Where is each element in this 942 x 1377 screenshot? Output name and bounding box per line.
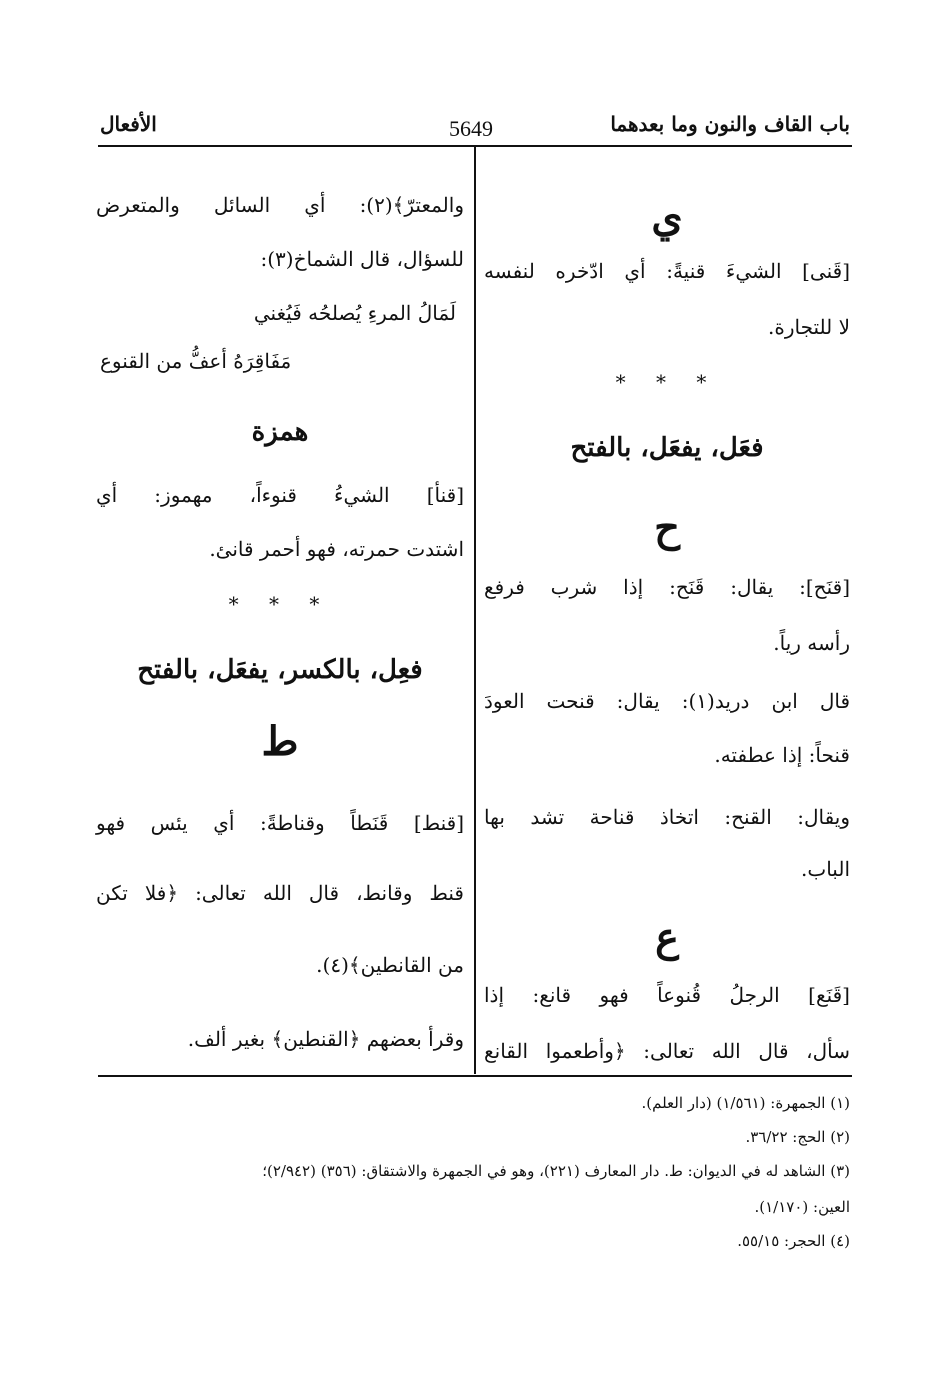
running-header-chapter: باب القاف والنون وما بعدهما [610,112,850,136]
letter-heading-ta: ط [261,718,299,765]
section-separator-stars-2: * * * [228,592,332,616]
footnote-3: (٣) الشاهد له في الديوان: ط. دار المعارف (٢٢١)، وهو في الجمهرة والاشتقاق: (٣٥٦) (٢/٩٤٢)؛ [262,1162,850,1180]
section-title-fatha: فعَل، يفعَل، بالفتح [570,433,764,463]
letter-heading-ain: ع [655,914,679,961]
footnote-1: (١) الجمهرة: (١/٥٦١) (دار العلم). [641,1094,850,1112]
running-header-section: الأفعال [100,112,157,136]
entry-qana-line2: لا للتجارة. [767,315,850,339]
entry-qanah-line2: رأسه رياً. [773,631,850,655]
section-title-kasra: فعِل، بالكسر، يفعَل، بالفتح [137,655,423,685]
entry-duraid-line2: قنحاً: إذا عطفته. [714,743,850,767]
verse-line2: مَفَاقِرَهُ أعفُّ من القنوع [100,349,292,373]
body-bottom-rule [98,1075,852,1077]
letter-heading-ha: ح [654,504,680,551]
page-number: 5649 [449,116,493,141]
footnote-2: (٢) الحج: ٣٦/٢٢. [745,1128,850,1146]
entry-qana-line1: [قَنى] الشيءَ قنيةً: أي ادّخره لنفسه [484,259,850,283]
section-separator-stars: * * * [615,370,719,394]
entry-mutarr-line2: للسؤال، قال الشماخ(٣): [260,247,464,271]
entry-mutarr-line1: والمعترّ﴾(٢): أي السائل والمتعرض [96,193,464,217]
verse-line1: لَمَالُ المرءِ يُصلحُه فَيُغني [253,301,456,325]
entry-qanah-line1: [قنَح]: يقال: قَنَح: إذا شرب فرفع [484,575,850,599]
entry-qara-line1: وقرأ بعضهم ﴿القنطين﴾ بغير ألف. [187,1027,464,1051]
entry-qanaa-line2: سأل، قال الله تعالى: ﴿وأطعموا القانع [484,1039,850,1063]
subsection-title-hamza: همزة [251,417,309,447]
entry-qanat-line2: قنط وقانط، قال الله تعالى: ﴿فلا تكن [96,881,464,905]
entry-yuqal-line1: ويقال: القنح: اتخاذ قناحة تشد بها [484,805,850,829]
footnote-4: (٤) الحجر: ٥٥/١٥. [737,1232,850,1250]
column-divider [474,147,476,1074]
entry-qanaa-line1: [قَنَع] الرجلُ قُنوعاً فهو قانع: إذا [484,983,850,1007]
entry-qanat-line3: من القانطين﴾(٤). [316,953,464,977]
footnote-3-continued: العين: (١/١٧٠). [754,1198,850,1216]
entry-duraid-line1: قال ابن دريد(١): يقال: قنحت العودَ [484,689,850,713]
entry-qanaa2-line2: اشتدت حمرته، فهو أحمر قانئ. [209,537,464,561]
entry-qanat-line1: [قنط] قَنَطاً وقناطةً: أي يئس فهو [96,811,464,835]
letter-heading-ya: ي [651,194,683,241]
entry-yuqal-line2: الباب. [801,857,850,881]
entry-qanaa2-line1: [قنأ] الشيءُ قنوءاً، مهموز: أي [96,483,464,507]
